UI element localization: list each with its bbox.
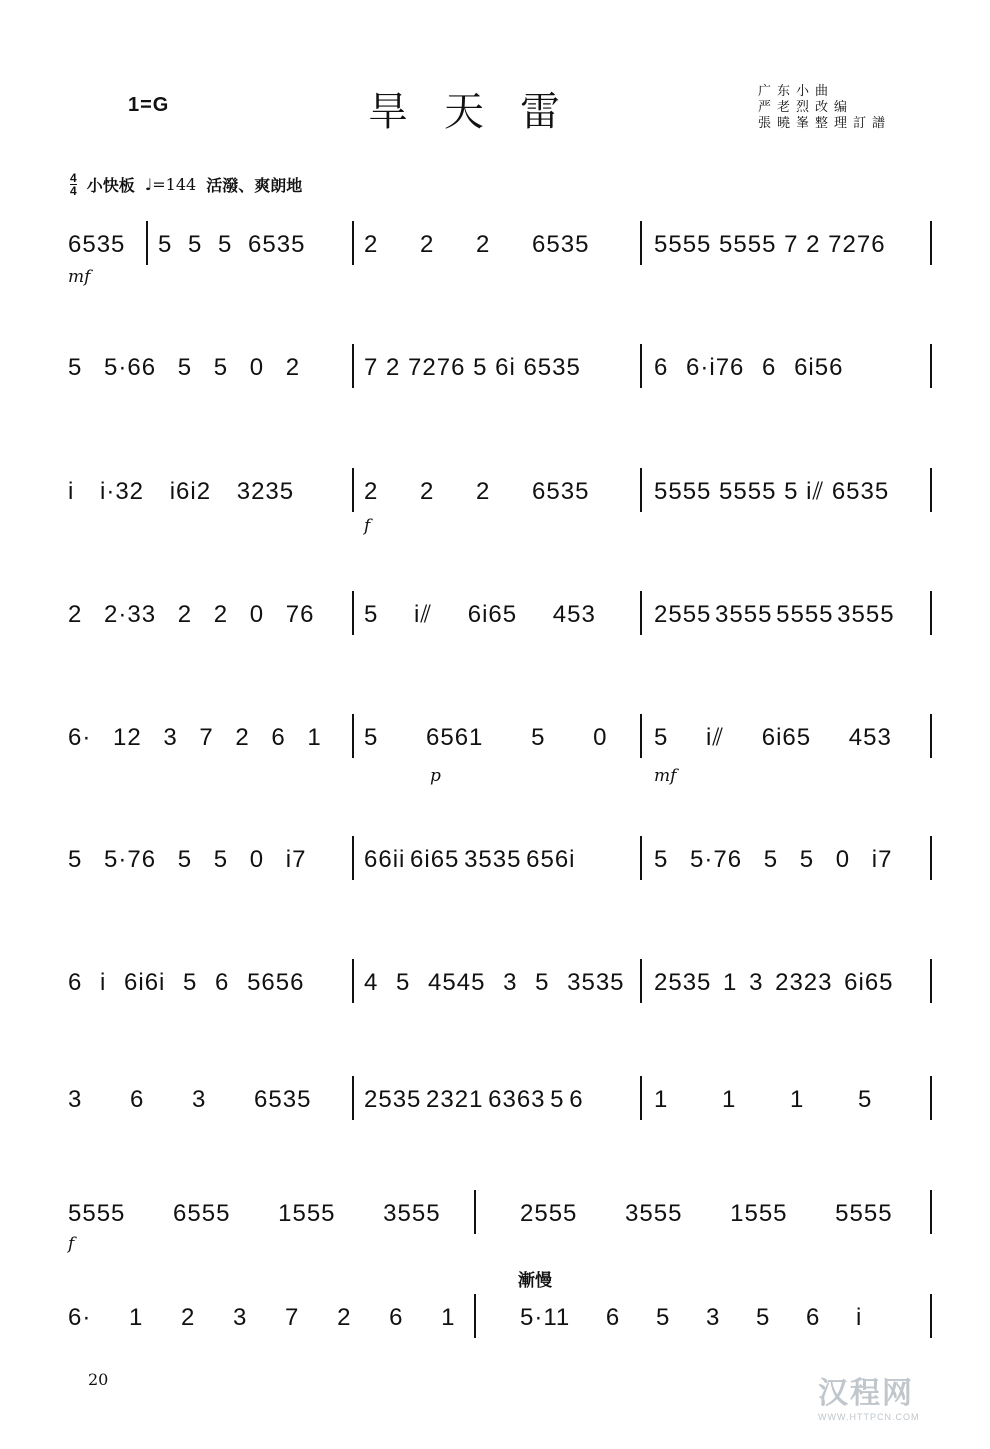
staff-system [62, 462, 942, 536]
barline [930, 221, 932, 265]
barline [930, 959, 932, 1003]
measure: 6 6·i76 6 6i56 [654, 354, 844, 381]
watermark-url: WWW.HTTPCN.COM [818, 1412, 920, 1422]
ritardando-marking: 漸慢 [518, 1271, 552, 1290]
key-signature: 1=G [128, 94, 170, 116]
measure: 2 2 2 6535 [364, 231, 590, 258]
measure: 5 5·66 5 5 0 2 [68, 354, 301, 381]
measure: 2 2·33 2 2 0 76 [68, 601, 315, 628]
measure: 2555 3555 5555 3555 [654, 601, 895, 628]
measure: 6· 1 2 3 7 2 6 1 [68, 1304, 456, 1331]
barline [640, 836, 642, 880]
barline [640, 959, 642, 1003]
measure: 5 5 5 6535 [158, 231, 306, 258]
barline [474, 1294, 476, 1338]
staff-system [62, 1288, 942, 1348]
credit-line: 广东小曲 [758, 84, 835, 99]
measure: 5555 5555 7 2 7276 [654, 231, 886, 258]
dynamic-marking: mf [68, 267, 91, 287]
staff-system [62, 1070, 942, 1130]
measure: 5 i⫽ 6i65 453 [364, 601, 596, 628]
credit-line: 張曉峯整理訂譜 [758, 116, 892, 131]
credit-line: 严老烈改编 [758, 100, 854, 115]
barline [352, 836, 354, 880]
staff-system [62, 953, 942, 1013]
measure: 1 1 1 5 [654, 1086, 873, 1113]
time-sig-bottom: 4 [70, 184, 77, 198]
watermark-logo [818, 1368, 919, 1422]
measure: 6535 [68, 231, 126, 258]
measure: 2 2 2 6535 [364, 478, 590, 505]
measure: 2535 1 3 2323 6i65 [654, 969, 894, 996]
measure: 6· 12 3 7 2 6 1 [68, 724, 322, 751]
staff-system [62, 830, 942, 890]
dynamic-marking: f [68, 1234, 75, 1254]
measure: 6 i 6i6i 5 6 5656 [68, 969, 305, 996]
barline [640, 714, 642, 758]
tempo-marking: 小快板 [86, 178, 135, 195]
staff-system [62, 1184, 942, 1254]
barline [352, 468, 354, 512]
barline [640, 344, 642, 388]
piece-title: 旱天雷 [368, 89, 596, 135]
staff-system [62, 338, 942, 398]
barline [640, 221, 642, 265]
barline [930, 1076, 932, 1120]
barline [352, 959, 354, 1003]
barline [352, 344, 354, 388]
barline [146, 221, 148, 265]
measure: 5·11 6 5 3 5 6 i [520, 1304, 863, 1331]
barline [352, 714, 354, 758]
measure: 4 5 4545 3 5 3535 [364, 969, 625, 996]
measure: 5 5·76 5 5 0 i7 [68, 846, 307, 873]
dynamic-marking: mf [654, 766, 677, 786]
dynamic-marking: p [430, 766, 441, 786]
barline [930, 714, 932, 758]
barline [930, 468, 932, 512]
time-signature [70, 172, 77, 197]
barline [930, 1190, 932, 1234]
measure: 5 5·76 5 5 0 i7 [654, 846, 893, 873]
barline [640, 591, 642, 635]
measure: 3 6 3 6535 [68, 1086, 312, 1113]
barline [640, 468, 642, 512]
barline [640, 1076, 642, 1120]
measure: 5 6561 5 0 [364, 724, 608, 751]
measure: 5555 6555 1555 3555 [68, 1200, 441, 1227]
credits [758, 84, 891, 132]
staff-system [62, 585, 942, 645]
barline [352, 1076, 354, 1120]
staff-system [62, 215, 942, 287]
measure: 2555 3555 1555 5555 [520, 1200, 893, 1227]
expression-marking: 活潑、爽朗地 [206, 178, 303, 195]
measure: 5555 5555 5 i⫽ 6535 [654, 478, 890, 505]
barline [930, 836, 932, 880]
barline [930, 1294, 932, 1338]
measure: 66ii 6i65 3535 656i [364, 846, 576, 873]
watermark-text: 汉程网 [818, 1377, 914, 1410]
barline [930, 344, 932, 388]
staff-system [62, 708, 942, 786]
measure: i i·32 i6i2 3235 [68, 478, 295, 505]
measure: 7 2 7276 5 6i 6535 [364, 354, 581, 381]
barline [474, 1190, 476, 1234]
tempo-line [70, 172, 302, 197]
measure: 5 i⫽ 6i65 453 [654, 724, 892, 751]
measure: 2535 2321 6363 5 6 [364, 1086, 584, 1113]
dynamic-marking: f [364, 516, 371, 536]
barline [352, 591, 354, 635]
time-sig-top: 4 [70, 171, 77, 185]
page-number: 20 [88, 1370, 109, 1389]
barline [352, 221, 354, 265]
barline [930, 591, 932, 635]
metronome-mark: ♩=144 [144, 175, 197, 194]
